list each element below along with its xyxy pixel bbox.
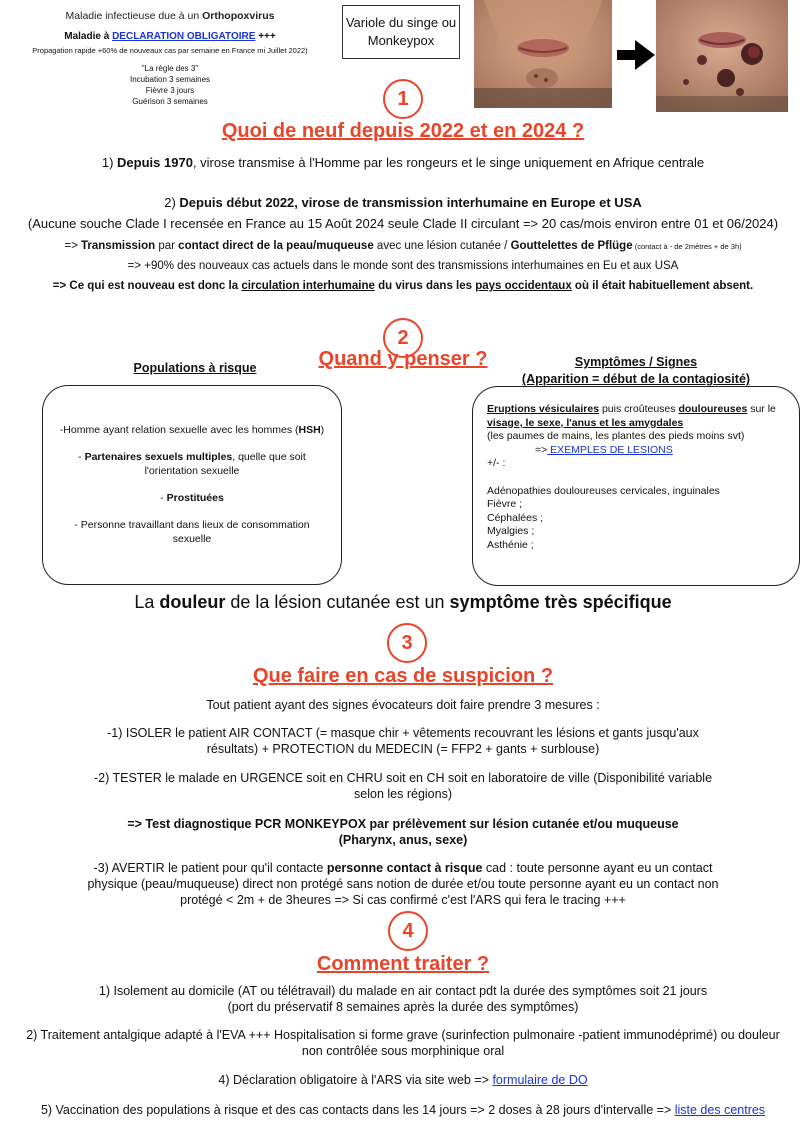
symptoms-box (472, 386, 800, 586)
right-arrow-icon (617, 40, 655, 75)
s1-paragraph2: 2) Depuis début 2022, virose de transmission interhumaine en Europe et USA (164, 195, 642, 210)
lesion-examples-link[interactable]: EXEMPLES DE LESIONS (547, 443, 673, 456)
s1-paragraph3: (Aucune souche Clade I recensée en France au 15 Août 2024 seule Clade II circulant => 20 cas/mois environ entre 01 et 06/2024) (27, 216, 779, 231)
s4-item1a: 1) Isolement au domicile (AT ou télétravail) du malade en air contact pdt la durée des symptômes soit 21 jours (98, 984, 708, 998)
centers-list-link[interactable]: liste des centres (674, 1103, 766, 1117)
section2-number: 2 (383, 318, 423, 358)
section1-title: Quoi de neuf depuis 2022 et en 2024 ? (221, 120, 585, 142)
population-item-hsh: -Homme ayant relation sexuelle avec les hommes (HSH) (59, 424, 325, 436)
symptom-asthenia: Asthénie ; (487, 538, 534, 551)
populations-box (42, 385, 342, 585)
s1-paragraph5: => +90% des nouveaux cas actuels dans le monde sont des transmissions interhumaines en Eu et aux USA (127, 260, 679, 272)
section3-number: 3 (387, 623, 427, 663)
face-photo-after (656, 0, 788, 112)
symptoms-list (473, 387, 799, 552)
section4-title: Comment traiter ? (316, 953, 490, 975)
populations-list (43, 386, 341, 546)
symptom-fever: Fièvre ; (487, 498, 523, 510)
rule-fever: Fièvre 3 jours (145, 86, 195, 95)
rule-title: "La règle des 3" (141, 64, 199, 73)
s3-pcr-test: => Test diagnostique PCR MONKEYPOX par prélèvement sur lésion cutanée et/ou muqueuse (Pharynx, anus, sexe) (127, 817, 679, 847)
s3-measure2: -2) TESTER le malade en URGENCE soit en CHRU soit en CH soit en laboratoire de ville (Disponibilité variable selon les régions) (93, 771, 713, 801)
s4-item5: 5) Vaccination des populations à risque et des cas contacts dans les 14 jours => 2 doses à 28 jours d'intervalle => liste des centres (40, 1103, 766, 1117)
lesion-examples-row: => EXEMPLES DE LESIONS (535, 443, 673, 456)
population-item-workers: - Personne travaillant dans lieux de consommation sexuelle (74, 519, 310, 545)
header-info (20, 9, 320, 107)
s4-item4: 4) Déclaration obligatoire à l'ARS via site web => formulaire de DO (218, 1073, 588, 1087)
populations-heading: Populations à risque (133, 361, 257, 375)
do-form-link[interactable]: formulaire de DO (492, 1073, 588, 1087)
symptom-plusminus: +/- : (487, 457, 506, 469)
header-line1: Maladie infectieuse due à un Orthopoxvirus (65, 10, 275, 22)
symptom-headache: Céphalées ; (487, 511, 544, 524)
rule-healing: Guérison 3 semaines (132, 97, 208, 106)
symptoms-heading: Symptômes / Signes (Apparition = début de la contagiosité) (521, 355, 751, 386)
symptom-adenopathies: Adénopathies douloureuses cervicales, inguinales (487, 484, 720, 497)
header-line3: Propagation rapide +60% de nouveaux cas par semaine en France mi Juillet 2022) (32, 46, 308, 55)
s4-item2: 2) Traitement antalgique adapté à l'EVA +++ Hospitalisation si forme grave (surinfection pulmonaire -patient immunodéprimé) ou douleur non contrôlée sous morphinique oral (26, 1028, 780, 1058)
s1-paragraph6: => Ce qui est nouveau est donc la circulation interhumaine du virus dans les pays occidentaux où il était habituellement absent. (52, 280, 754, 292)
section1-number: 1 (383, 79, 423, 119)
symptom-eruptions: Eruptions vésiculaires puis croûteuses douloureuses sur le visage, le sexe, l'anus et les amygdales (487, 403, 776, 429)
symptom-palms: (les paumes de mains, les plantes des pieds moins svt) (487, 430, 745, 442)
s3-measure3: -3) AVERTIR le patient pour qu'il contacte personne contact à risque cad : toute personne ayant eu un contact physique (peau/muqueuse) direct non protégé sans notion de durée et/ou toute personne ayant eu un contact non protégé < 2m + de 3heures => Si cas confirmé c'est l'ARS qui fera le tracing +++ (87, 861, 719, 907)
title-box: Variole du singe ou Monkeypox (342, 5, 460, 59)
pain-conclusion: La douleur de la lésion cutanée est un symptôme très spécifique (134, 592, 672, 612)
s1-paragraph1: 1) Depuis 1970, virose transmise à l'Homme par les rongeurs et le singe uniquement en Afrique centrale (101, 155, 705, 170)
population-item-prostitutes: - Prostituées (160, 492, 224, 504)
s1-paragraph4: => Transmission par contact direct de la peau/muqueuse avec une lésion cutanée / Gouttelettes de Pflüge (contact à - de 2mètres + de 3h) (64, 240, 742, 252)
header-line2: Maladie à DECLARATION OBLIGATOIRE +++ (64, 31, 276, 42)
section2-title: Quand y penser ? (318, 348, 488, 370)
s3-intro: Tout patient ayant des signes évocateurs doit faire prendre 3 mesures : (206, 698, 600, 712)
rule-incubation: Incubation 3 semaines (129, 75, 211, 84)
declaration-obligatoire-link[interactable]: DECLARATION OBLIGATOIRE (112, 31, 256, 42)
symptom-myalgia: Myalgies ; (487, 525, 535, 537)
s3-measure1: -1) ISOLER le patient AIR CONTACT (= masque chir + vêtements recouvrant les lésions et gants jusqu'aux résultats) + PROTECTION du MEDECIN (= FFP2 + gants + surblouse) (107, 726, 699, 756)
s4-item1b: (port du préservatif 8 semaines après la durée des symptômes) (227, 1000, 579, 1014)
section3-title: Que faire en cas de suspicion ? (252, 665, 554, 687)
population-item-partners: - Partenaires sexuels multiples, quelle que soit l'orientation sexuelle (78, 451, 306, 477)
section4-number: 4 (388, 911, 428, 951)
face-photo-before (474, 0, 612, 108)
